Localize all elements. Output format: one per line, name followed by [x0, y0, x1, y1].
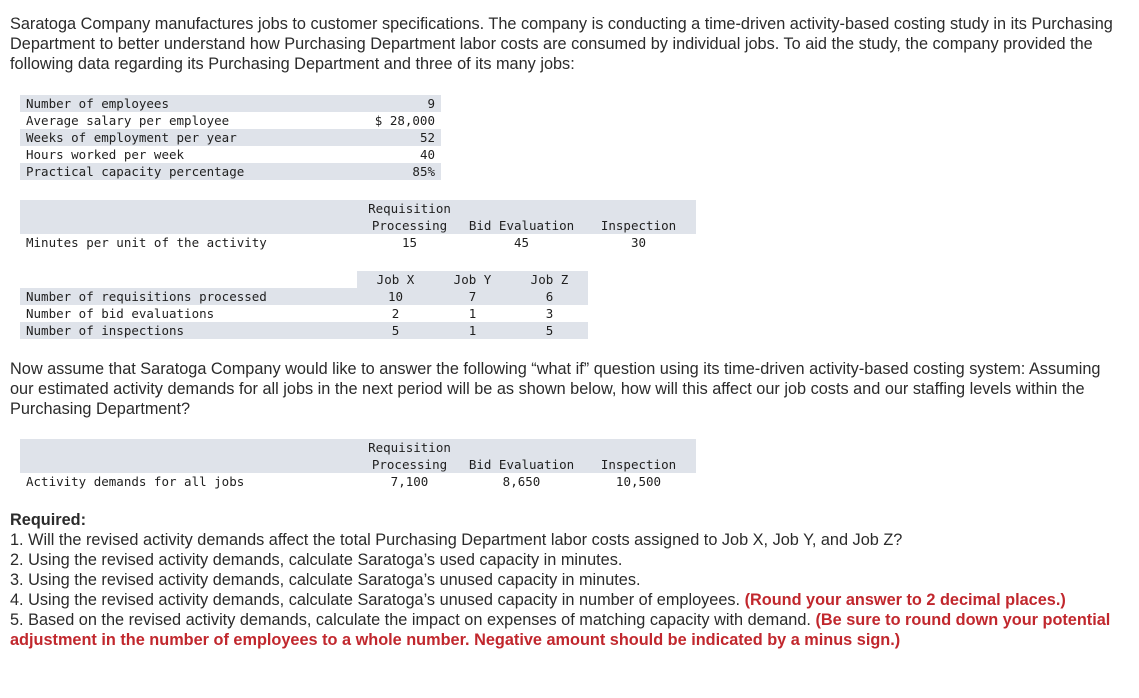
- activity-demands-table: [20, 439, 696, 490]
- row-value: 85%: [357, 163, 441, 180]
- cell-job-z: 3: [545, 306, 554, 321]
- table-row: [20, 129, 441, 146]
- value-bid-evaluation: 45: [513, 235, 530, 250]
- row-value: 52: [357, 129, 441, 146]
- question-4-text: 4. Using the revised activity demands, calculate Saratoga’s unused capacity in number of employees.: [10, 591, 741, 609]
- header-job-z: Job Z: [511, 271, 588, 288]
- header-job-y: Job Y: [434, 271, 511, 288]
- value-bid-evaluation: 8,650: [502, 474, 541, 489]
- question-5: [10, 610, 1130, 650]
- row-label: Hours worked per week: [26, 147, 185, 162]
- cell-job-y: 1: [468, 306, 477, 321]
- minutes-per-unit-table: [20, 200, 696, 251]
- value-inspection: 30: [630, 235, 647, 250]
- row-label: Number of employees: [20, 95, 357, 112]
- intro-paragraph: Saratoga Company manufactures jobs to customer specifications. The company is conducting a time-driven activity-based costing study in its Purchasing Department to better understand how Purchasing Department labor costs are consumed by individual jobs. To aid the study, the company provided the following data regarding its Purchasing Department and three of its many jobs:: [10, 15, 1113, 73]
- what-if-paragraph: Now assume that Saratoga Company would like to answer the following “what if” question using its time-driven activity-based costing system: Assuming our estimated activity demands for all jobs in the next period will be as shown below, how will this affect our job costs and our staffing levels within the Purchasing Department?: [10, 360, 1101, 418]
- row-label: Number of inspections: [20, 322, 357, 339]
- table-header-row: [20, 439, 696, 456]
- jobs-table: [20, 271, 588, 339]
- header-requisition: Requisition: [357, 200, 462, 217]
- table-header-row: [20, 271, 588, 288]
- row-label: Minutes per unit of the activity: [26, 235, 267, 250]
- header-job-x: Job X: [357, 271, 434, 288]
- table-row: [20, 146, 441, 163]
- value-requisition: 7,100: [390, 474, 429, 489]
- value-requisition: 15: [401, 235, 418, 250]
- cell-job-x: 2: [391, 306, 400, 321]
- question-3: 3. Using the revised activity demands, calculate Saratoga’s unused capacity in minutes.: [10, 571, 641, 589]
- required-heading: Required:: [10, 511, 86, 529]
- question-4: [10, 590, 1130, 610]
- table-row: [20, 234, 696, 251]
- question-1: 1. Will the revised activity demands affect the total Purchasing Department labor costs assigned to Job X, Job Y, and Job Z?: [10, 531, 903, 549]
- table-row: [20, 305, 588, 322]
- cell-job-x: 5: [357, 322, 434, 339]
- cell-job-y: 1: [434, 322, 511, 339]
- row-value: $ 28,000: [374, 113, 435, 128]
- cell-job-z: 5: [511, 322, 588, 339]
- cell-job-y: 7: [434, 288, 511, 305]
- header-bid-evaluation: Bid Evaluation: [462, 456, 581, 473]
- header-requisition: Requisition: [357, 439, 462, 456]
- header-processing: Processing: [357, 217, 462, 234]
- row-label: Average salary per employee: [26, 113, 230, 128]
- table-row: [20, 112, 441, 129]
- table-row: [20, 473, 696, 490]
- row-label: Number of bid evaluations: [26, 306, 215, 321]
- header-inspection: Inspection: [581, 456, 696, 473]
- row-label: Activity demands for all jobs: [26, 474, 245, 489]
- question-2: 2. Using the revised activity demands, calculate Saratoga’s used capacity in minutes.: [10, 551, 623, 569]
- cell-job-x: 10: [357, 288, 434, 305]
- header-processing: Processing: [357, 456, 462, 473]
- row-label: Practical capacity percentage: [20, 163, 357, 180]
- table-row: [20, 95, 441, 112]
- table-header-row: [20, 217, 696, 234]
- row-label: Number of requisitions processed: [20, 288, 357, 305]
- row-label: Weeks of employment per year: [20, 129, 357, 146]
- table-row: [20, 163, 441, 180]
- cell-job-z: 6: [511, 288, 588, 305]
- question-4-note: (Round your answer to 2 decimal places.): [744, 591, 1066, 609]
- table-row: [20, 288, 588, 305]
- question-5-note: (Be sure to round down your potential adjustment in the number of employees to a whole number. Negative amount should be indicated by a minus sign.): [10, 611, 1111, 649]
- table-header-row: [20, 200, 696, 217]
- value-inspection: 10,500: [615, 474, 662, 489]
- table-header-row: [20, 456, 696, 473]
- row-value: 40: [419, 147, 435, 162]
- required-section: [10, 510, 1130, 650]
- table-row: [20, 322, 588, 339]
- header-bid-evaluation: Bid Evaluation: [462, 217, 581, 234]
- department-data-table: [20, 95, 441, 180]
- row-value: 9: [357, 95, 441, 112]
- header-inspection: Inspection: [581, 217, 696, 234]
- question-5-text: 5. Based on the revised activity demands, calculate the impact on expenses of matching capacity with demand.: [10, 611, 811, 629]
